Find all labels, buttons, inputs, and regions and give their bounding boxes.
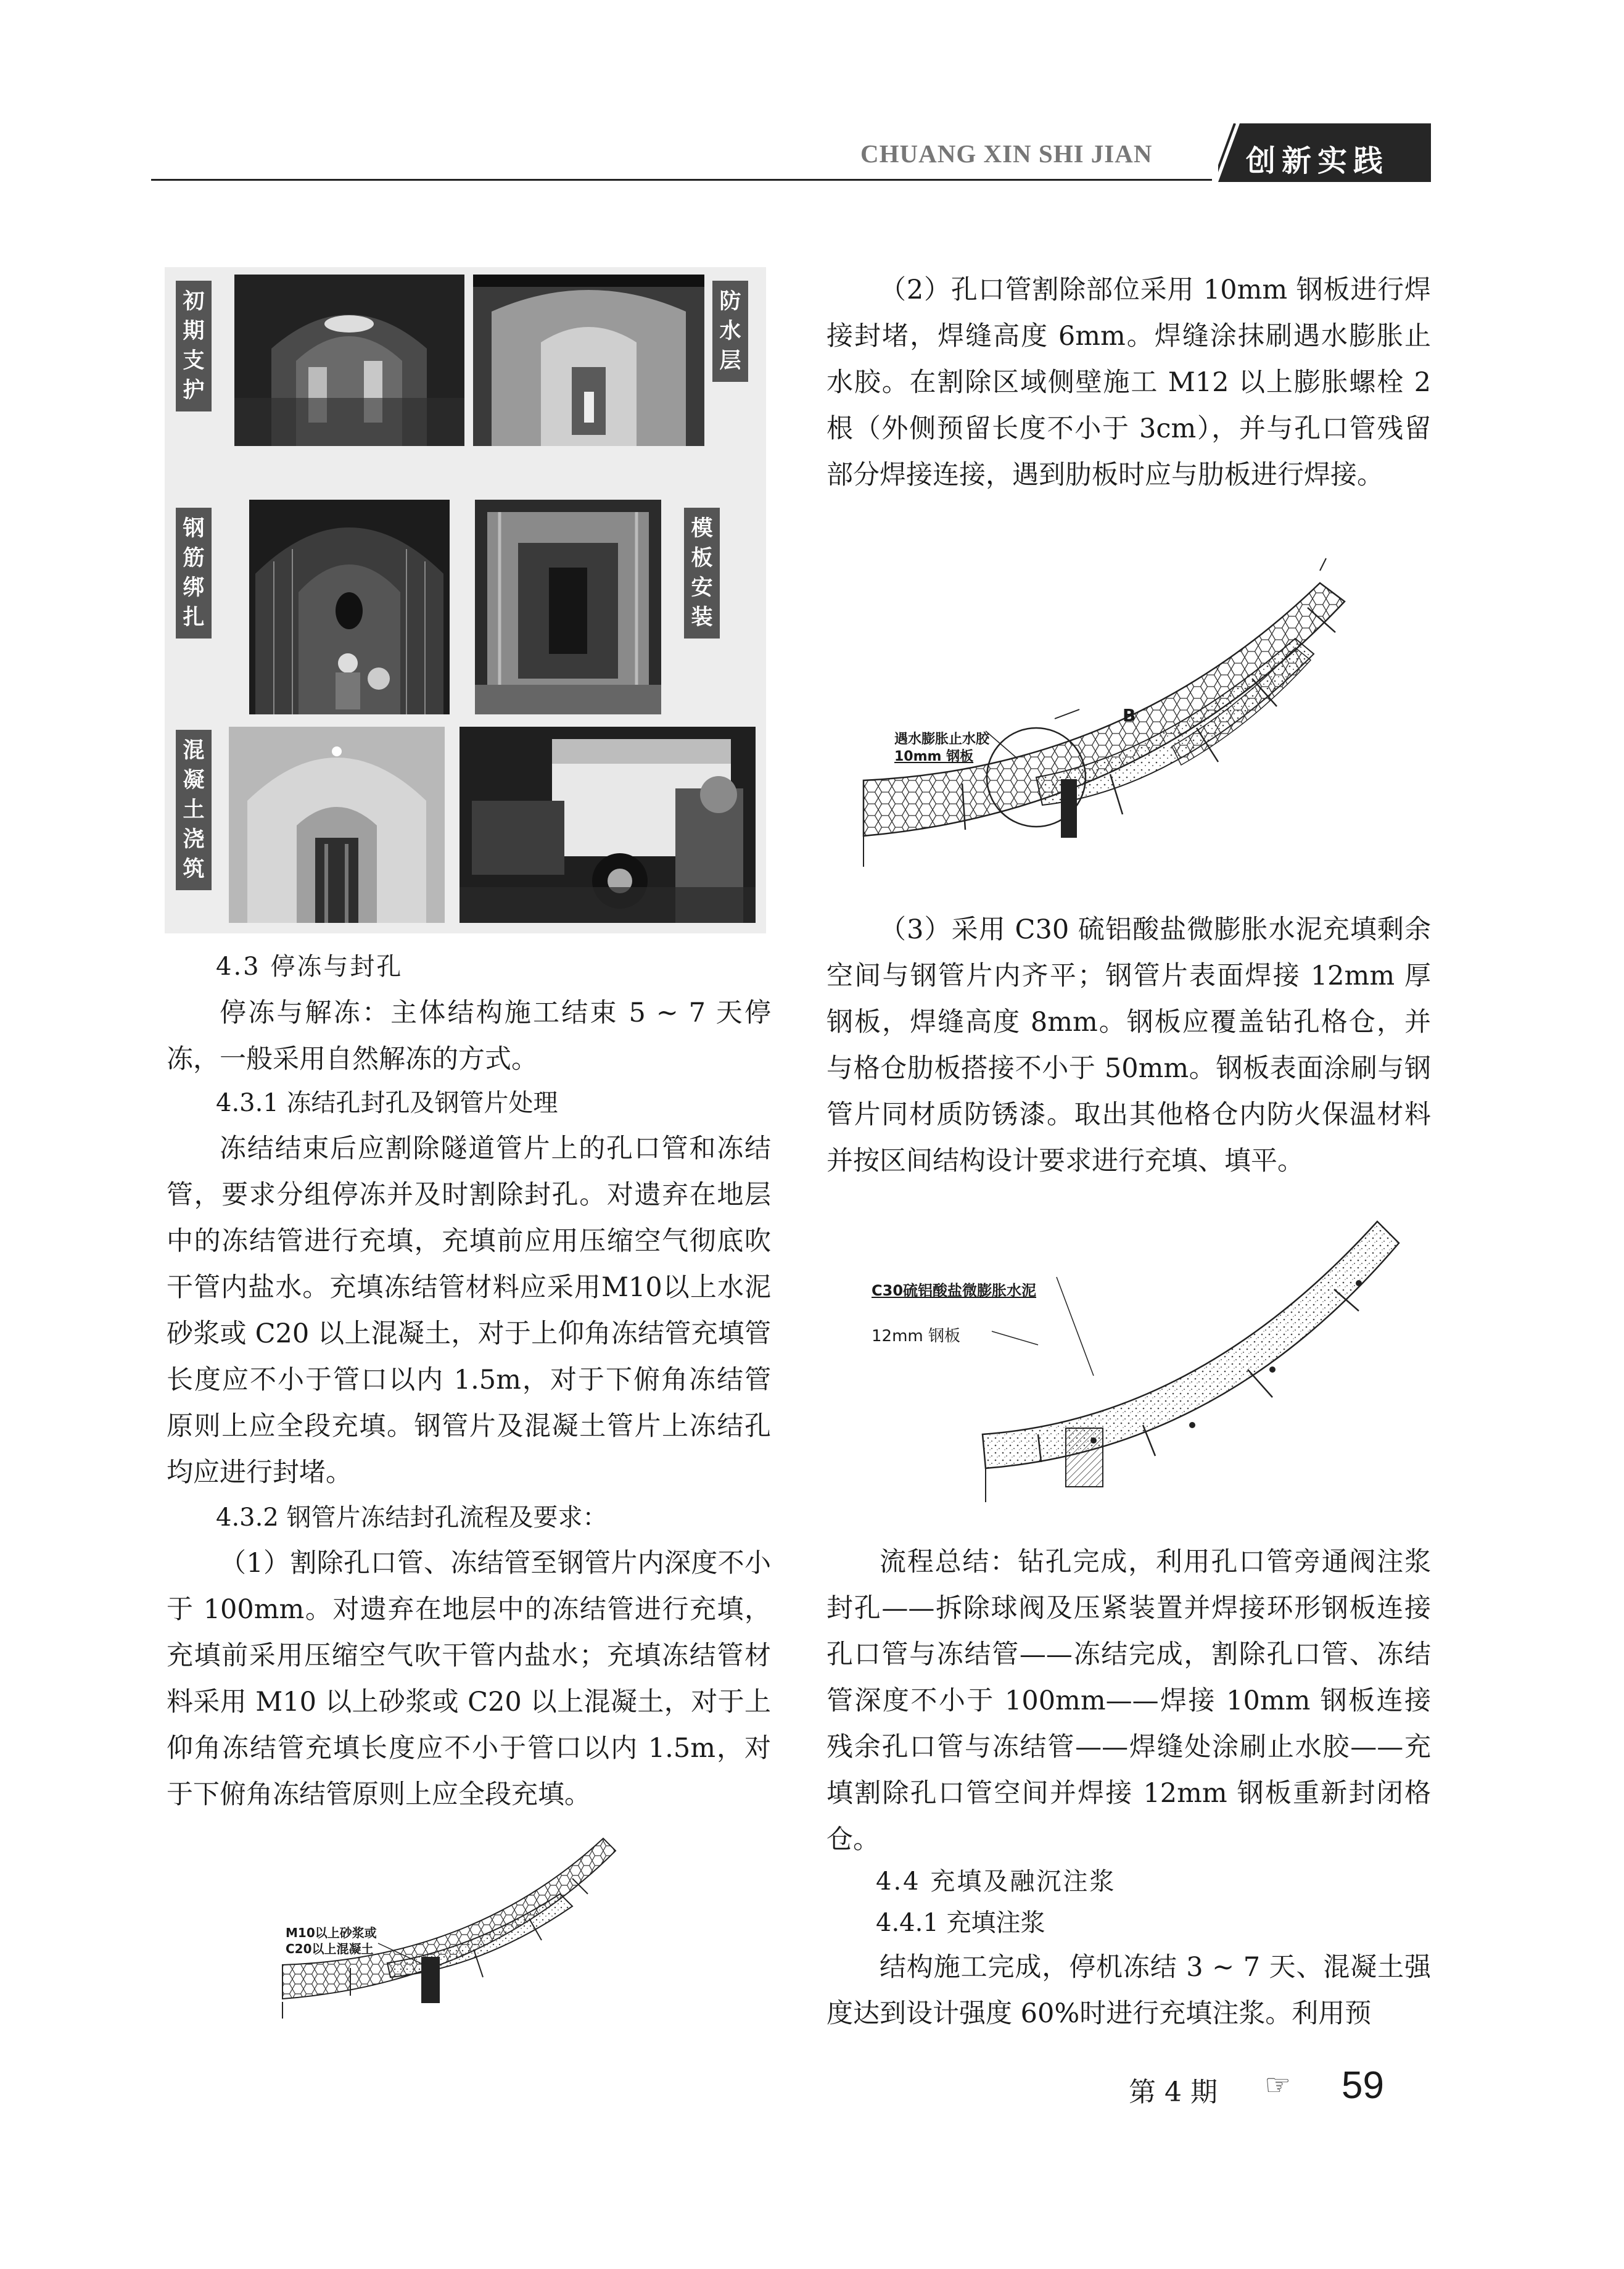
photo-initial-support (234, 275, 464, 446)
section-heading-4-3-1: 4.3.1 冻结孔封孔及钢管片处理 (216, 1089, 558, 1117)
figure-backfill-section (270, 1826, 649, 2033)
header-rule (151, 179, 1212, 181)
construction-photo-collage (165, 267, 766, 933)
paragraph-step-3: （3）采用 C30 硫铝酸盐微膨胀水泥充填剩余空间与钢管片内齐平；钢管片表面焊接 12mm 厚钢板，焊缝高度 8mm。钢板应覆盖钻孔格仓，并与格仓肋板搭接不小于 50mm。钢板表面涂刷与钢管片同材质防锈漆。取出其他格仓内防火保温材料并按区间结构设计要求进行充填、填平。 (826, 914, 1431, 1176)
paragraph-4-4-1: 结构施工完成，停机冻结 3 ~ 7 天、混凝土强度达到设计强度 60%时进行充填注浆。利用预 (826, 1952, 1431, 2029)
figure-3-cement-label: C30硫铝酸盐微膨胀水泥 (872, 1282, 1037, 1299)
figure-1-label (286, 1925, 377, 1957)
label-rebar: 钢筋绑扎 (176, 508, 212, 639)
section-heading-4-4: 4.4 充填及融沉注浆 (876, 1867, 1116, 1896)
section-heading-4-3-2: 4.3.2 钢管片冻结封孔流程及要求： (216, 1503, 608, 1532)
issue-number: 第 4 期 (1129, 2077, 1218, 2108)
label-waterproof: 防水层 (712, 281, 748, 382)
figure-cement-fill-section (853, 1184, 1408, 1511)
figure-plate-welding-section (851, 546, 1397, 876)
photo-concrete-tunnel (229, 727, 445, 923)
photo-formwork (475, 500, 661, 714)
figure-2-label-line-2: 10mm 钢板 (894, 749, 974, 764)
section-badge: 创新实践 (1246, 144, 1390, 178)
figure-2-callout: B (1123, 705, 1136, 725)
pointing-hand-icon: ☞ (1264, 2068, 1292, 2102)
section-heading-4-4-1: 4.4.1 充填注浆 (876, 1909, 1045, 1937)
figure-1-label-line-1: M10以上砂浆或 (286, 1925, 377, 1940)
figure-1-label-line-2: C20以上混凝土 (286, 1941, 374, 1956)
paragraph-stop-freeze: 停冻与解冻：主体结构施工结束 5 ~ 7 天停冻，一般采用自然解冻的方式。 (167, 998, 771, 1075)
running-title: CHUANG XIN SHI JIAN (860, 139, 1153, 168)
figure-2-label-line-1: 遇水膨胀止水胶 (894, 732, 990, 747)
figure-2-label (894, 731, 989, 766)
section-heading-4-3: 4.3 停冻与封孔 (216, 953, 403, 981)
paragraph-4-3-1: 冻结结束后应割除隧道管片上的孔口管和冻结管，要求分组停冻并及时割除封孔。对遗弃在地层中的冻结管进行充填，充填前应用压缩空气彻底吹干管内盐水。充填冻结管材料应采用M10以上水泥砂浆或 C20 以上混凝土，对于上仰角冻结管充填管长度应不小于管口以内 1.5m，对于下俯角冻结管原则上应全段充填。钢管片及混凝土管片上冻结孔均应进行封堵。 (167, 1133, 771, 1488)
figure-3-plate-label: 12mm 钢板 (872, 1327, 961, 1345)
label-concrete: 混凝土浇筑 (176, 730, 212, 890)
paragraph-step-2: （2）孔口管割除部位采用 10mm 钢板进行焊接封堵，焊缝高度 6mm。焊缝涂抹刷遇水膨胀止水胶。在割除区域侧壁施工 M12 以上膨胀螺栓 2 根（外侧预留长度不小于 3cm），并与孔口管残留部分焊接连接，遇到肋板时应与肋板进行焊接。 (826, 275, 1431, 490)
photo-waterproof (473, 275, 704, 446)
photo-concrete-pump (460, 727, 756, 923)
paragraph-step-1: （1）割除孔口管、冻结管至钢管片内深度不小于 100mm。对遗弃在地层中的冻结管进行充填，充填前采用压缩空气吹干管内盐水；充填冻结管材料采用 M10 以上砂浆或 C20 以上混凝土，对于上仰角冻结管充填长度应不小于管口以内 1.5m，对于下俯角冻结管原则上应全段充填。 (167, 1548, 771, 1810)
label-initial-support: 初期支护 (176, 281, 212, 411)
paragraph-summary: 流程总结：钻孔完成，利用孔口管旁通阀注浆封孔——拆除球阀及压紧装置并焊接环形钢板连接孔口管与冻结管——冻结完成，割除孔口管、冻结管深度不小于 100mm——焊接 10mm 钢板连接残余孔口管与冻结管——焊缝处涂刷止水胶——充填割除孔口管空间并焊接 12mm 钢板重新封闭格仓。 (826, 1547, 1431, 1855)
photo-rebar (249, 500, 450, 714)
label-formwork: 模板安装 (684, 508, 720, 639)
page-number: 59 (1342, 2064, 1384, 2107)
